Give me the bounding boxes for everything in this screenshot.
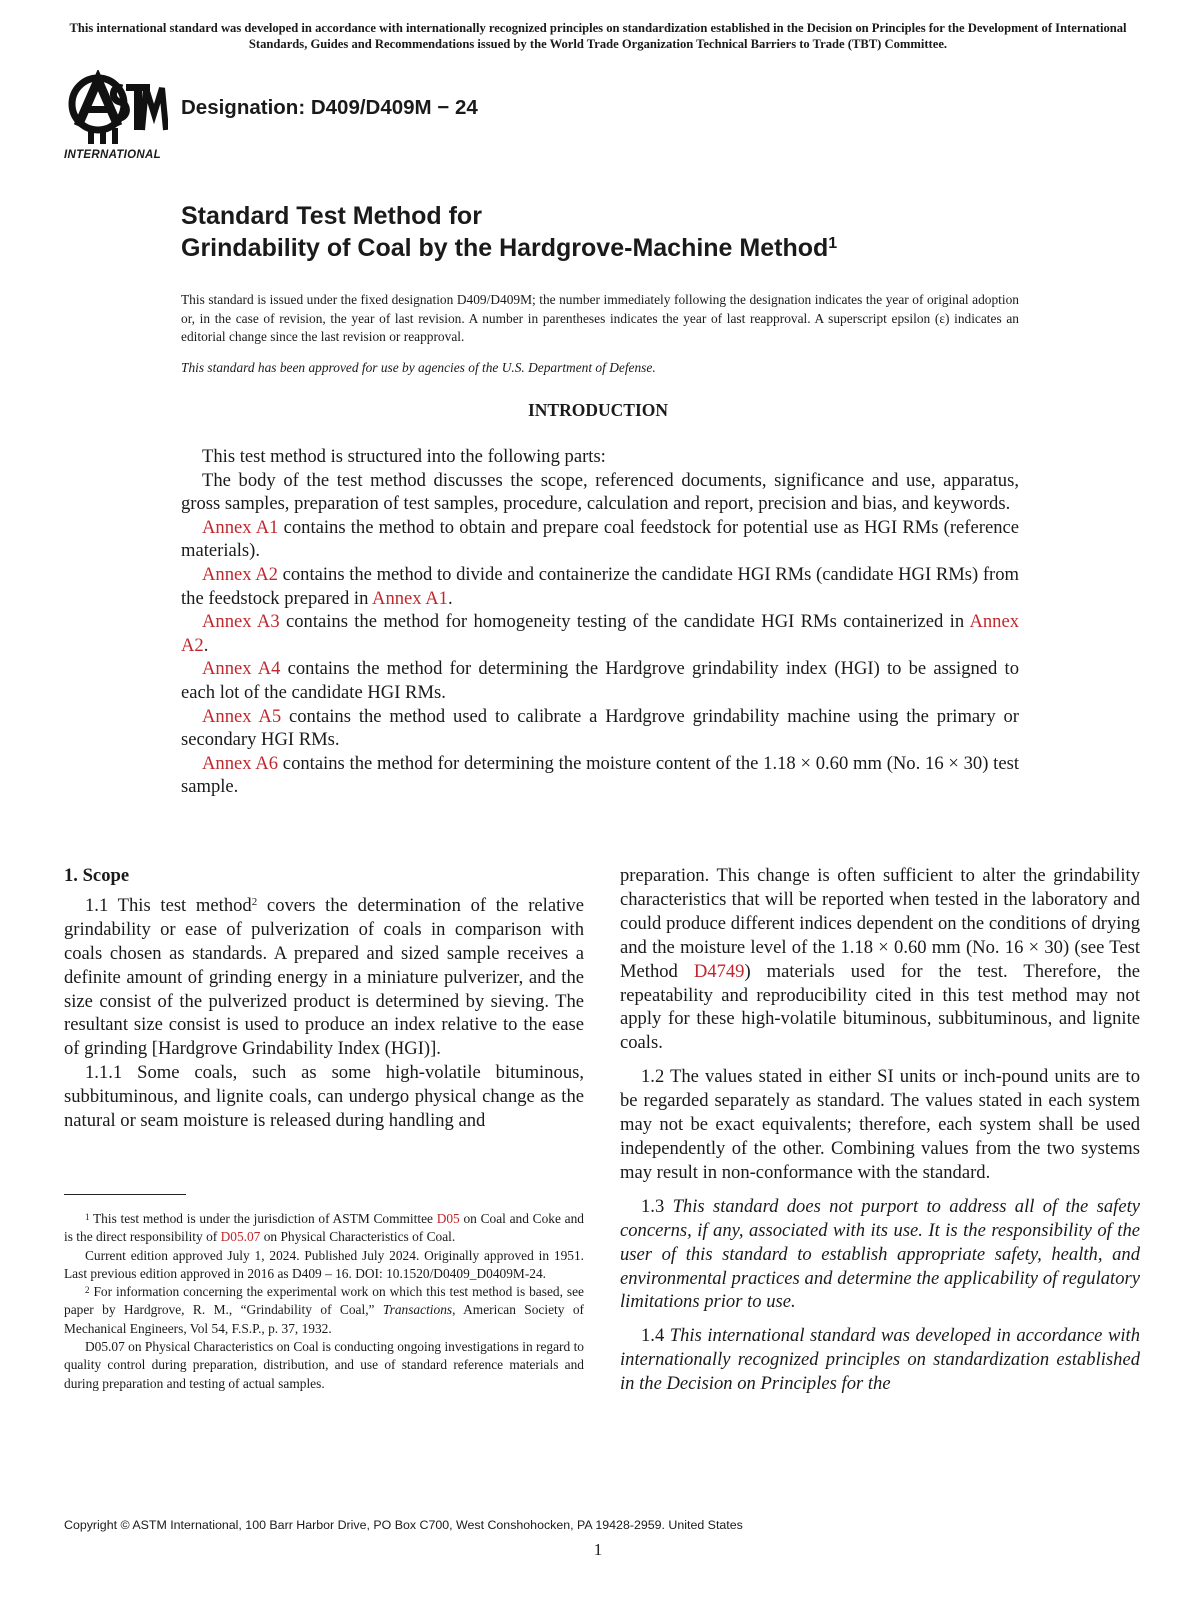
page-number: 1 [593,1540,603,1559]
intro-paragraph: Annex A6 contains the method for determining the moisture content of the 1.18 × 0.60 mm (No. 16 × 30) test sample. [181,752,1020,798]
annex-a5-link[interactable]: Annex A5 [202,705,282,727]
designation: Designation: D409/D409M − 24 [181,96,478,119]
paragraph-1-4: 1.4 This international standard was developed in accordance with internationally recognized principles on standardization established in the Decision on Principles for the [620,1325,1141,1395]
annex-a1-link[interactable]: Annex A1 [202,516,279,538]
paragraph-1-1: 1.1 This test method$^2$ covers the determination of the relative grindability or ease of pulverization of coals in comparison with coals chosen as standards. A prepared and sized sample receives a definite amount of grinding energy in a miniature pulverizer, and the size consist of the pulverized product is determined by sieving. The resultant size consist is used to produce an index relative to the ease of grinding [Hardgrove Grindability Index (HGI)]. [64,894,584,1060]
intro-paragraph: The body of the test method discusses the scope, referenced documents, significance and use, apparatus, gross samples, preparation of test samples, procedure, calculation and report, precision and bias, and keywords. [181,469,1019,515]
left-column [64,864,584,1133]
issued-note: This standard is issued under the fixed designation D409/D409M; the number immediately following the designation indicates the year of original adoption or, in the case of revision, the year of last revision. A number in parentheses indicates the year of last reapproval. A superscript epsilon (ε) indicates an editorial change since the last revision or reapproval. [181,292,1019,344]
tbt-notice: This international standard was developed in accordance with internationally recognized principles on standardization established in the Decision on Principles for the Development of International Standards, Guides and Recommendations issued by the World Trade Organization Technical Barriers to Trade (TBT) Committee. [69,21,1127,51]
d05-07-link[interactable]: D05.07 [220,1229,261,1245]
footnote-ref-2[interactable]: 2 [251,895,258,908]
intro-paragraph: This test method is structured into the following parts: [202,446,606,467]
annex-a1-link[interactable]: Annex A1 [372,587,448,609]
paragraph-1-1-1-continued: preparation. This change is often sufficient to alter the grindability characteristics that will be reported when tested in the laboratory and could produce different indices dependent on the conditions of drying and the moisture level of the 1.18 × 0.60 mm (No. 16 × 30) (see Test Method D4749) materials used for the test. Therefore, the repeatability and reproducibility cited in this test method may not apply for these high-volatile bituminous, subbituminous, and lignite coals. [620,865,1141,1054]
intro-paragraph: Annex A2 contains the method to divide and containerize the candidate HGI RMs (candidate HGI RMs) from the feedstock prepared in Annex A1. [181,563,1019,609]
intro-paragraph: Annex A3 contains the method for homogeneity testing of the candidate HGI RMs containerized in Annex A2. [181,611,1020,656]
document-title [181,200,837,264]
footnote-2-note: D05.07 on Physical Characteristics on Coal is conducting ongoing investigations in regard to quality control during preparation, distribution, and use of standard reference materials and during preparation and testing of actual samples. [64,1339,584,1391]
introduction [181,445,1019,799]
footnote-divider [64,1194,186,1195]
dod-note: This standard has been approved for use by agencies of the U.S. Department of Defense. [181,360,656,375]
d05-link[interactable]: D05 [436,1211,460,1226]
footnote-2: $^2$ For information concerning the experimental work on which this test method is based, see paper by Hardgrove, R. M., “Grindability of Coal,” Transactions, American Society of Mechanical Engineers, Vol 54, F.S.P., p. 37, 1932. [64,1284,585,1336]
title-line-2: Grindability of Coal by the Hardgrove-Machine Method$^1$ [181,234,838,262]
d4749-link[interactable]: D4749 [693,960,745,982]
annex-a6-link[interactable]: Annex A6 [202,752,279,774]
logo-subtitle: INTERNATIONAL [64,149,161,161]
title-line-1: Standard Test Method for [181,202,482,230]
paragraph-1-1-1: 1.1.1 Some coals, such as some high-volatile bituminous, subbituminous, and lignite coals, can undergo physical change as the natural or seam moisture is released during handling and [64,1062,584,1132]
copyright: Copyright © ASTM International, 100 Barr Harbor Drive, PO Box C700, West Conshohocken, PA 19428-2959. United States [64,1518,743,1532]
intro-paragraph: Annex A4 contains the method for determining the Hardgrove grindability index (HGI) to be assigned to each lot of the candidate HGI RMs. [181,658,1019,703]
annex-a4-link[interactable]: Annex A4 [202,658,281,680]
annex-a3-link[interactable]: Annex A3 [202,611,280,633]
intro-paragraph: Annex A5 contains the method used to calibrate a Hardgrove grindability machine using the primary or secondary HGI RMs. [181,705,1019,751]
footnote-1: $^1$ This test method is under the jurisdiction of ASTM Committee D05 on Coal and Coke and is the direct responsibility of D05.07 on Physical Characteristics of Coal. [64,1211,584,1245]
right-column [620,864,1140,1396]
section-heading-scope: 1. Scope [64,865,130,886]
astm-logo [64,70,168,166]
intro-heading: INTRODUCTION [527,400,669,420]
footnote-1-edition: Current edition approved July 1, 2024. Published July 2024. Originally approved in 1951. Last previous edition approved in 2016 as D409 – 16. DOI: 10.1520/D0409_D0409M-24. [64,1247,584,1281]
annex-a2-link[interactable]: Annex A2 [202,563,278,585]
intro-paragraph: Annex A1 contains the method to obtain and prepare coal feedstock for potential use as HGI RMs (reference materials). [181,516,1019,562]
footnotes [64,1210,584,1393]
paragraph-1-3: 1.3 This standard does not purport to address all of the safety concerns, if any, associated with its use. It is the responsibility of the user of this standard to establish appropriate safety, health, and environmental practices and determine the applicability of regulatory limitations prior to use. [620,1195,1140,1313]
title-footnote-ref: 1 [828,235,838,252]
paragraph-1-2: 1.2 The values stated in either SI units or inch-pound units are to be regarded separately as standard. The values stated in each system may not be exact equivalents; therefore, each system shall be used independently of the other. Combining values from the two systems may result in non-conformance with the standard. [620,1066,1140,1183]
annex-a2-link[interactable]: Annex A2 [181,611,1020,656]
